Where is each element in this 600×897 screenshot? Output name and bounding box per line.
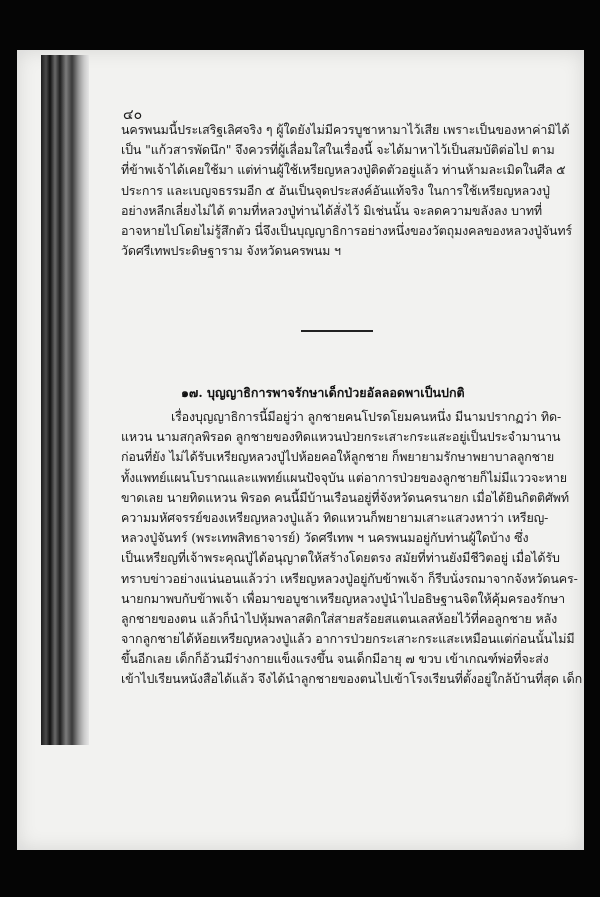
book-spine-shadow <box>41 55 89 745</box>
text-line: หลวงปู่จันทร์ (พระเทพสิทธาจารย์) วัดศรีเทพ ฯ นครพนมอยู่กับท่านผู้ใดบ้าง ซึ่ง <box>121 530 529 546</box>
text-line: เรื่องบุญญาธิการนี้มีอยู่ว่า ลูกชายคนโปรดโยมคนหนึ่ง มีนามปรากฏว่า ทิด- <box>171 409 562 424</box>
text-line: ความมหัศจรรย์ของเหรียญหลวงปู่แล้ว ทิดแหวนก็พยายามเสาะแสวงหาว่า เหรียญ- <box>121 509 549 525</box>
section-divider <box>301 330 373 332</box>
section-heading: ๑๗. บุญญาธิการพาจรักษาเด็กป่วยอัลลอดพาเป็นปกติ <box>181 385 465 400</box>
text-line: ขึ้นอีกเลย เด็กก็อ้วนมีร่างกายแข็งแรงขึ้น จนเด็กมีอายุ ๗ ขวบ เข้าเกณฑ์พ่อที่จะส่ง <box>121 651 549 667</box>
text-line: เข้าไปเรียนหนังสือได้แล้ว จึงได้นำลูกชายของตนไปเข้าโรงเรียนที่ตั้งอยู่ใกล้บ้านที่สุด เด็ก <box>121 671 583 687</box>
text-line: ก่อนที่ยัง ไม่ได้รับเหรียญหลวงปู่ไปห้อยคอให้ลูกชาย ก็พยายามรักษาพยาบาลลูกชาย <box>121 449 555 465</box>
text-line: ทั้งแพทย์แผนโบราณและแพทย์แผนปัจจุบัน แต่อาการป่วยของลูกชายก็ไม่มีแววจะหาย <box>121 469 567 485</box>
page-number: ๔๐ <box>123 107 143 123</box>
text-line: ที่ข้าพเจ้าได้เคยใช้มา แต่ท่านผู้ใช้เหรียญหลวงปู่ติดตัวอยู่แล้ว ท่านห้ามละเมิดในศีล ๕ <box>121 162 566 178</box>
text-line: นายกมาพบกับข้าพเจ้า เพื่อมาขอบูชาเหรียญหลวงปู่นำไปอธิษฐานจิตให้คุ้มครองรักษา <box>121 590 565 606</box>
text-line: ประการ และเบญจธรรมอีก ๕ อันเป็นจุดประสงค์อันแท้จริง ในการใช้เหรียญหลวงปู่ <box>121 182 550 198</box>
text-line: ขาดเลย นายทิดแหวน พิรอด คนนี้มีบ้านเรือนอยู่ที่จังหวัดนครนายก เมื่อได้ยินกิตติศัพท์ <box>121 489 569 505</box>
text-line: ลูกชายของตน แล้วก็นำไปหุ้มพลาสติกใส่สายสร้อยสแตนเลสห้อยไว้ที่คอลูกชาย หลัง <box>121 610 558 626</box>
text-line: จากลูกชายได้ห้อยเหรียญหลวงปู่แล้ว อาการป่วยกระเสาะกระแสะเหมือนแต่ก่อนนั้นไม่มี <box>121 631 575 647</box>
top-paragraph <box>121 120 572 261</box>
text-line: วัดศรีเทพประดิษฐาราม จังหวัดนครพนม ฯ <box>121 243 341 259</box>
text-line: ทราบข่าวอย่างแน่นอนแล้วว่า เหรียญหลวงปู่อยู่กับข้าพเจ้า ก็รีบนั่งรถมาจากจังหวัดนคร- <box>121 570 578 586</box>
text-line: นครพนมนี้ประเสริฐเลิศจริง ๆ ผู้ใดยังไม่มีควรบูชาหามาไว้เสีย เพราะเป็นของหาค่ามิได้ <box>121 122 570 137</box>
text-line: เป็น "แก้วสารพัดนึก" จึงควรที่ผู้เลื่อมใสในเรื่องนี้ จะได้มาหาไว้เป็นสมบัติต่อไป ตาม <box>121 142 555 158</box>
text-line: เป็นเหรียญที่เจ้าพระคุณปู่ได้อนุญาตให้สร้างโดยตรง สมัยที่ท่านยังมีชีวิตอยู่ เมื่อได้รับ <box>121 550 560 566</box>
text-line: อย่างหลีกเลี่ยงไม่ได้ ตามที่หลวงปู่ท่านได้สั่งไว้ มิเช่นนั้น จะลดความขลังลง บาทที่ <box>121 202 543 218</box>
section-paragraph <box>121 407 583 690</box>
text-line: อาจหายไปโดยไม่รู้สึกตัว นี่จึงเป็นบุญญาธิการอย่างหนึ่งของวัตถุมงคลของหลวงปู่จันทร์ <box>121 222 572 238</box>
text-line: แหวน นามสกุลพิรอด ลูกชายของทิดแหวนป่วยกระเสาะกระแสะอยู่เป็นประจำมานาน <box>121 429 561 445</box>
